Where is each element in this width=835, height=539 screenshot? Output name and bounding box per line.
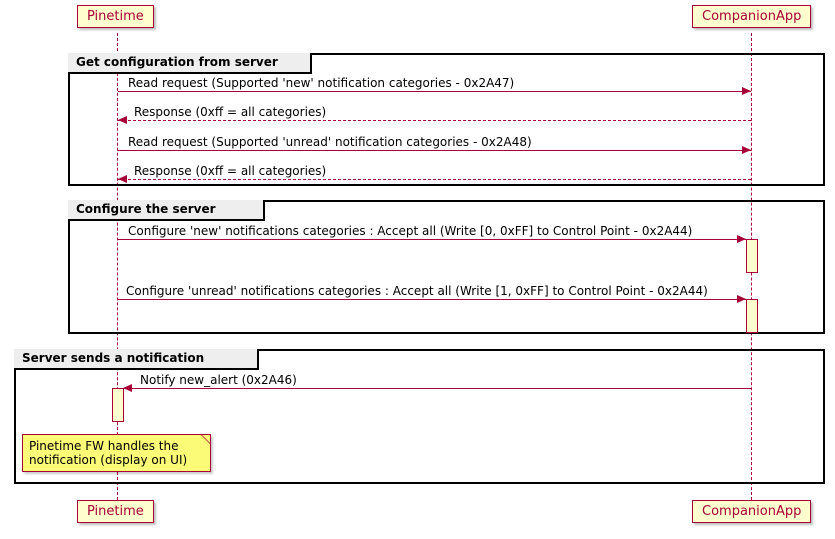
- message-arrowhead-6: [737, 295, 746, 303]
- activation-bar-pinetime-1: [112, 388, 124, 422]
- participant-label: Pinetime: [87, 504, 144, 519]
- participant-label: CompanionApp: [702, 504, 802, 519]
- message-label-7: Notify new_alert (0x2A46): [140, 373, 297, 387]
- message-arrowhead-1: [742, 87, 751, 95]
- message-line-5: [118, 239, 746, 240]
- message-label-4: Response (0xff = all categories): [134, 164, 327, 178]
- message-label-2: Response (0xff = all categories): [134, 105, 327, 119]
- message-label-3: Read request (Supported 'unread' notification categories - 0x2A48): [128, 135, 532, 149]
- message-arrowhead-2: [118, 116, 127, 124]
- group-label-text: Configure the server: [76, 202, 216, 216]
- group-label-text: Server sends a notification: [22, 351, 205, 365]
- group-label-text: Get configuration from server: [76, 55, 278, 69]
- message-line-3: [118, 150, 751, 151]
- message-label-6: Configure 'unread' notifications categories : Accept all (Write [1, 0xFF] to Control Point - 0x2A44): [126, 284, 708, 298]
- participant-pinetime-bottom[interactable]: [77, 500, 154, 523]
- message-line-4: [118, 179, 751, 180]
- message-label-5: Configure 'new' notifications categories : Accept all (Write [0, 0xFF] to Control Point - 0x2A44): [128, 224, 693, 238]
- message-arrowhead-4: [118, 175, 127, 183]
- message-line-2: [118, 120, 751, 121]
- participant-companionapp-bottom[interactable]: [692, 500, 811, 523]
- message-arrowhead-7: [123, 384, 132, 392]
- participant-companionapp-top[interactable]: [692, 5, 811, 28]
- activation-bar-companionapp-2: [746, 299, 758, 333]
- note-fold-inner-icon: [202, 435, 210, 443]
- message-arrowhead-5: [737, 235, 746, 243]
- message-line-1: [118, 91, 751, 92]
- participant-label: Pinetime: [87, 9, 144, 24]
- message-arrowhead-3: [742, 146, 751, 154]
- note-line-2: notification (display on UI): [29, 453, 188, 467]
- participant-pinetime-top[interactable]: [77, 5, 154, 28]
- note-line-1: Pinetime FW handles the: [29, 439, 179, 453]
- group-label-configure-server: [68, 200, 265, 221]
- activation-bar-companionapp-1: [746, 239, 758, 273]
- group-label-server-notification: [14, 349, 259, 370]
- message-label-1: Read request (Supported 'new' notification categories - 0x2A47): [128, 76, 515, 90]
- message-line-7: [122, 388, 751, 389]
- group-label-get-configuration: [68, 53, 312, 74]
- message-line-6: [118, 299, 746, 300]
- note-pinetime-handles-notification: [22, 434, 211, 472]
- participant-label: CompanionApp: [702, 9, 802, 24]
